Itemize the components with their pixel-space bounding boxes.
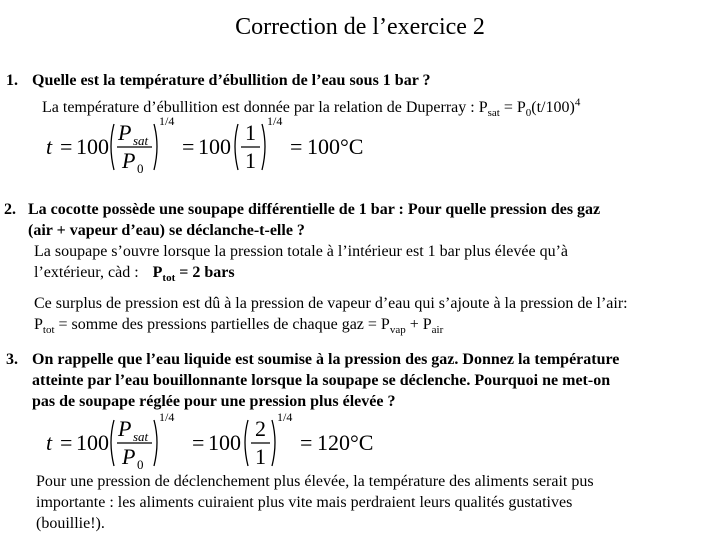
eq2-den: P [122, 444, 136, 469]
q2-surplus-line2: $P_{tot}$ = somme des pressions partielles de chaque gaz = $P_{vap} + P_{air}$ [34, 316, 444, 337]
eq2-paren-left-2 [245, 420, 248, 466]
q3-answer-line2: importante : les aliments cuiraient plus vite mais perdraient leurs qualités gustatives [36, 494, 573, 511]
eq1-paren-left-2 [235, 124, 238, 170]
eq1-exponent-2: 1/4 [267, 114, 283, 128]
eq2-num: P [118, 416, 132, 441]
eq2-paren-right [154, 420, 157, 466]
eq2-equals-2: = [192, 430, 205, 455]
q3-answer-line3: (bouillie!). [36, 515, 105, 532]
eq2-hundred: 100 [76, 430, 109, 455]
page-title: Correction de l’exercice 2 [235, 14, 485, 40]
q2-ptot: $P_{tot} = 2$ bars [152, 264, 235, 285]
q3-answer-line1: Pour une pression de déclenchement plus élevée, la température des aliments serait pus [36, 473, 594, 490]
q3-question-line1: On rappelle que l’eau liquide est soumise à la pression des gaz. Donnez la température [32, 351, 620, 368]
q2-question-line2: (air + vapeur d’eau) se déclanche-t-elle ? [28, 222, 305, 239]
eq2-mid-num: 2 [255, 416, 266, 441]
eq1-lhs: t [46, 134, 53, 159]
eq1-den-sub: 0 [137, 161, 144, 176]
eq2-result: 120°C [317, 430, 374, 455]
eq2-paren-right-2 [272, 420, 275, 466]
eq2-exponent-2: 1/4 [277, 410, 293, 424]
eq1-equals-2: = [182, 134, 195, 159]
eq1-mid-den: 1 [245, 148, 256, 173]
eq2-paren-left [111, 420, 114, 466]
eq1-num-sub: sat [133, 133, 149, 148]
q2-question-line1: La cocotte possède une soupape différentielle de 1 bar : Pour quelle pression des gaz [28, 201, 601, 218]
eq2-equals: = [60, 430, 73, 455]
eq1-den: P [122, 148, 136, 173]
q3-question-line3: pas de soupape réglée pour une pression plus élevée ? [32, 393, 396, 410]
eq2-hundred-2: 100 [208, 430, 241, 455]
eq2-mid-den: 1 [255, 444, 266, 469]
eq1-hundred: 100 [76, 134, 109, 159]
q1-equation [40, 112, 380, 186]
eq1-paren-right-2 [262, 124, 265, 170]
eq1-paren-right [154, 124, 157, 170]
q2-answer-line2 [34, 262, 235, 283]
eq1-mid-num: 1 [245, 120, 256, 145]
q3-number: 3. [6, 351, 18, 368]
eq2-equals-3: = [300, 430, 313, 455]
eq1-equals-3: = [290, 134, 303, 159]
eq1-hundred-2: 100 [198, 134, 231, 159]
q2-answer-line2-prefix: l’extérieur, càd : [34, 264, 139, 281]
eq2-lhs: t [46, 430, 53, 455]
eq1-equals: = [60, 134, 73, 159]
eq1-result: 100°C [307, 134, 364, 159]
q2-answer-line1: La soupape s’ouvre lorsque la pression totale à l’intérieur est 1 bar plus élevée qu’à [34, 243, 569, 260]
eq1-paren-left [111, 124, 114, 170]
q2-number: 2. [4, 201, 16, 218]
eq2-exponent: 1/4 [159, 410, 175, 424]
q3-equation [40, 408, 380, 478]
q1-answer-text: La température d’ébullition est donnée par la relation de Duperray : [42, 99, 475, 116]
q2-surplus-line1: Ce surplus de pression est dû à la pression de vapeur d’eau qui s’ajoute à la pression de l’air: [34, 295, 628, 312]
eq2-num-sub: sat [133, 429, 149, 444]
q3-question-line2: atteinte par l’eau bouillonnante lorsque la soupape se déclenche. Pourquoi ne met-on [32, 372, 611, 389]
q1-number: 1. [6, 72, 18, 89]
q1-answer-formula: $P_{sat} = P_0(t/100)^4$ [478, 96, 581, 120]
eq1-num: P [118, 120, 132, 145]
q1-question: Quelle est la température d’ébullition de l’eau sous 1 bar ? [32, 72, 431, 89]
eq2-den-sub: 0 [137, 457, 144, 472]
eq1-exponent: 1/4 [159, 114, 175, 128]
